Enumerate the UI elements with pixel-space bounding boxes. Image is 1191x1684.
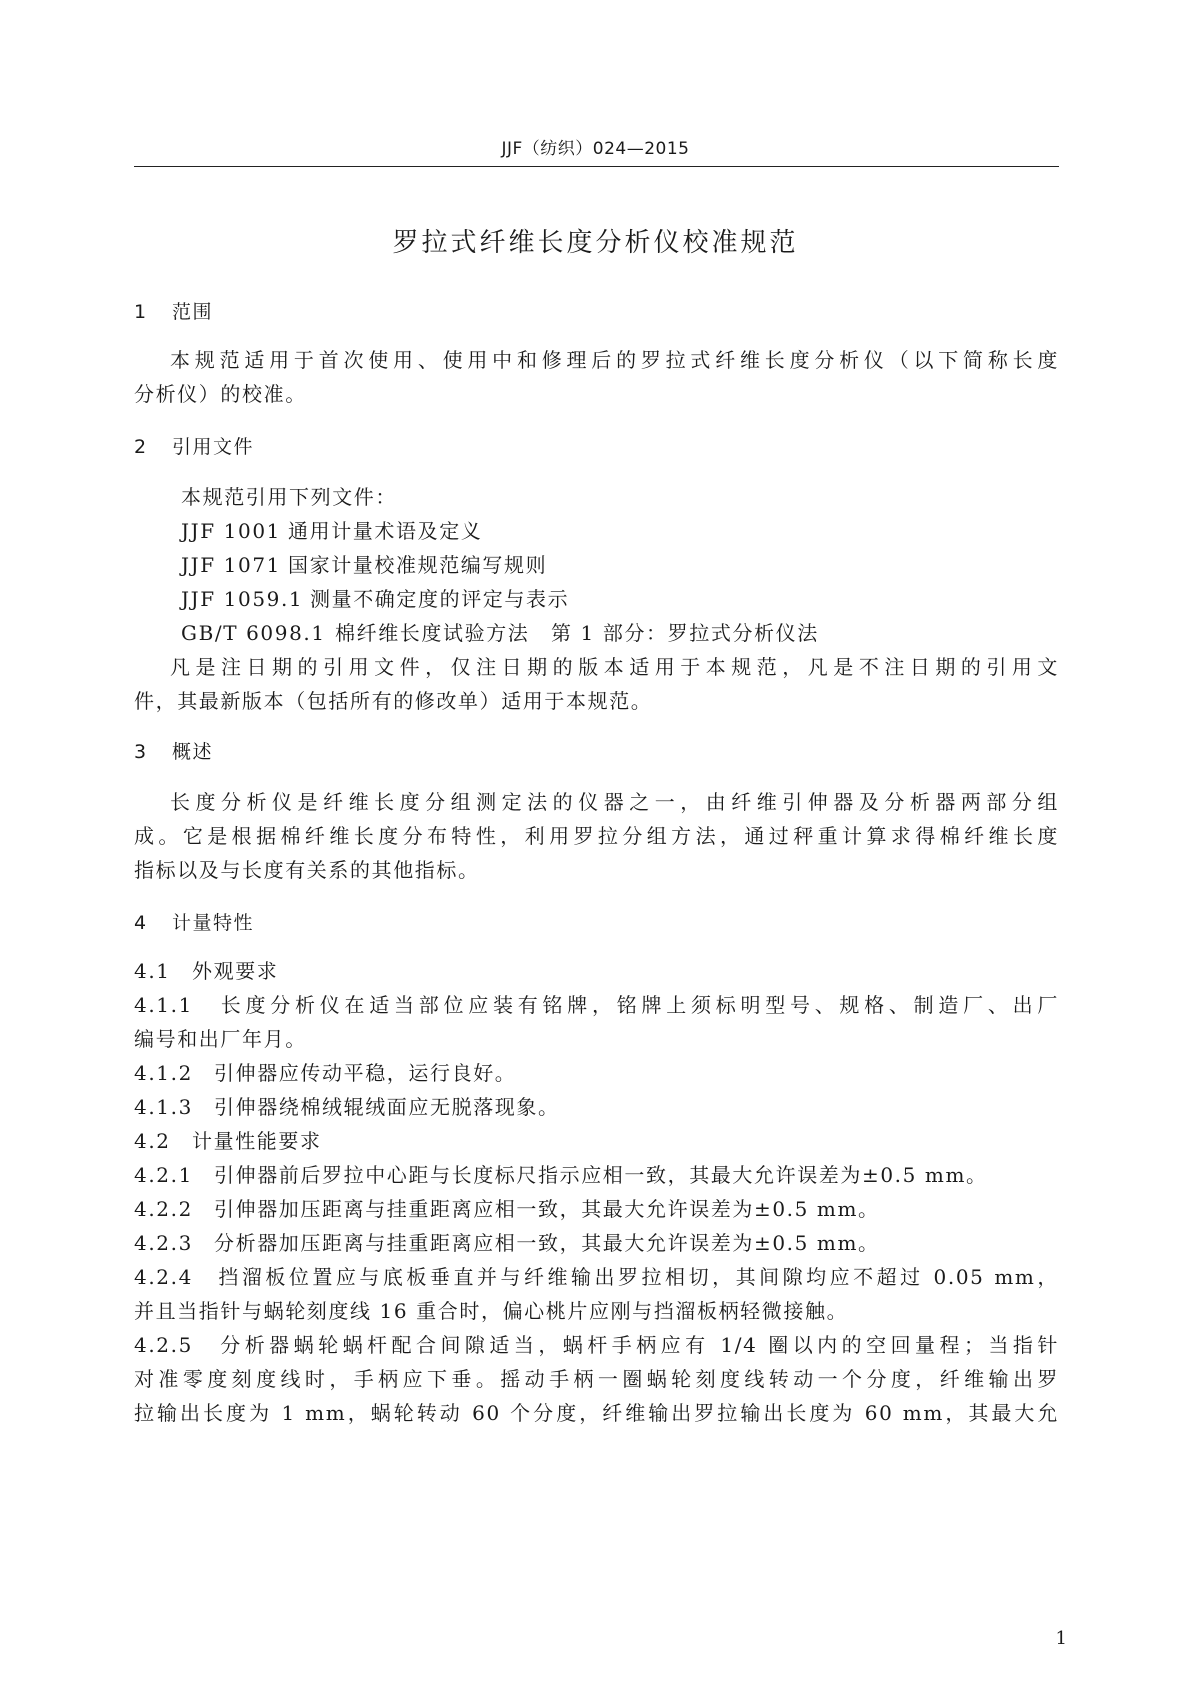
clause-text: 计量性能要求 <box>192 1129 322 1153</box>
clause-number: 4.1.1 <box>134 993 193 1017</box>
clause-text: 引伸器绕棉绒辊绒面应无脱落现象。 <box>214 1095 560 1119</box>
page-title: 罗拉式纤维长度分析仪校准规范 <box>392 228 799 258</box>
section-number: 4 <box>134 912 148 934</box>
clause-number: 4.1.2 <box>134 1061 193 1085</box>
clause-text: 引伸器前后罗拉中心距与长度标尺指示应相一致，其最大允许误差为±0.5 mm。 <box>214 1163 988 1187</box>
reference-code: JJF 1071 <box>181 553 281 577</box>
paragraph-line: 长度分析仪是纤维长度分组测定法的仪器之一，由纤维引伸器及分析器两部分组 <box>170 790 1059 814</box>
paragraph-line: 分析仪）的校准。 <box>134 382 307 406</box>
section-2-heading <box>134 432 254 459</box>
reference-name: 通用计量术语及定义 <box>288 519 483 543</box>
paragraph-line: 凡是注日期的引用文件，仅注日期的版本适用于本规范，凡是不注日期的引用文 <box>170 655 1059 679</box>
paragraph-line: 件，其最新版本（包括所有的修改单）适用于本规范。 <box>134 689 653 713</box>
clause-text: 长度分析仪在适当部位应装有铭牌，铭牌上须标明型号、规格、制造厂、出厂 <box>220 993 1059 1017</box>
reference-name: 棉纤维长度试验方法 第 1 部分：罗拉式分析仪法 <box>335 621 819 645</box>
section-1-heading <box>134 297 213 324</box>
paragraph-line: 对准零度刻度线时，手柄应下垂。摇动手柄一圈蜗轮刻度线转动一个分度，纤维输出罗 <box>134 1367 1059 1391</box>
section-title: 计量特性 <box>172 912 255 934</box>
section-number: 1 <box>134 301 148 323</box>
section-title: 范围 <box>172 301 214 323</box>
clause-number: 4.1 <box>134 959 171 983</box>
reference-name: 测量不确定度的评定与表示 <box>310 587 570 611</box>
page-number: 1 <box>1055 1628 1067 1649</box>
paragraph-line: 成。它是根据棉纤维长度分布特性，利用罗拉分组方法，通过秤重计算求得棉纤维长度 <box>134 824 1059 848</box>
paragraph-line: 本规范适用于首次使用、使用中和修理后的罗拉式纤维长度分析仪（以下简称长度 <box>170 348 1059 372</box>
clause-number: 4.2.3 <box>134 1231 193 1255</box>
section-number: 3 <box>134 741 148 763</box>
running-header: JJF（纺织）024—2015 <box>501 139 690 159</box>
clause-4-2-4 <box>134 1261 1059 1290</box>
clause-text: 挡溜板位置应与底板垂直并与纤维输出罗拉相切，其间隙均应不超过 0.05 mm， <box>218 1265 1060 1289</box>
clause-4-2 <box>134 1125 322 1154</box>
clause-text: 引伸器加压距离与挂重距离应相一致，其最大允许误差为±0.5 mm。 <box>214 1197 880 1221</box>
reference-item <box>181 583 569 612</box>
clause-number: 4.2.1 <box>134 1163 193 1187</box>
section-title: 引用文件 <box>172 436 255 458</box>
header-rule <box>134 166 1059 167</box>
reference-name: 国家计量校准规范编写规则 <box>288 553 548 577</box>
clause-4-1 <box>134 955 278 984</box>
reference-item <box>181 515 482 544</box>
clause-text: 引伸器应传动平稳，运行良好。 <box>214 1061 517 1085</box>
clause-4-2-1 <box>134 1159 988 1188</box>
clause-number: 4.2.5 <box>134 1333 193 1357</box>
reference-code: JJF 1059.1 <box>181 587 304 611</box>
reference-code: JJF 1001 <box>181 519 281 543</box>
clause-number: 4.2.2 <box>134 1197 193 1221</box>
clause-text: 分析器蜗轮蜗杆配合间隙适当，蜗杆手柄应有 1/4 圈以内的空回量程；当指针 <box>220 1333 1059 1357</box>
paragraph-line: 本规范引用下列文件： <box>181 485 397 509</box>
clause-4-1-1 <box>134 989 1059 1018</box>
clause-4-2-5 <box>134 1329 1059 1358</box>
section-3-heading <box>134 737 213 764</box>
paragraph-line: 并且当指针与蜗轮刻度线 16 重合时，偏心桃片应刚与挡溜板柄轻微接触。 <box>134 1299 849 1323</box>
section-title: 概述 <box>172 741 214 763</box>
clause-4-2-3 <box>134 1227 880 1256</box>
reference-item <box>181 617 819 646</box>
paragraph-line: 指标以及与长度有关系的其他指标。 <box>134 858 480 882</box>
clause-text: 外观要求 <box>192 959 279 983</box>
clause-text: 分析器加压距离与挂重距离应相一致，其最大允许误差为±0.5 mm。 <box>214 1231 880 1255</box>
clause-4-1-3 <box>134 1091 560 1120</box>
paragraph-line: 拉输出长度为 1 mm，蜗轮转动 60 个分度，纤维输出罗拉输出长度为 60 mm，其最大允 <box>134 1401 1059 1425</box>
clause-number: 4.1.3 <box>134 1095 193 1119</box>
section-4-heading <box>134 908 254 935</box>
paragraph-line: 编号和出厂年月。 <box>134 1027 307 1051</box>
reference-item <box>181 549 547 578</box>
clause-4-1-2 <box>134 1057 516 1086</box>
clause-number: 4.2 <box>134 1129 171 1153</box>
section-number: 2 <box>134 436 148 458</box>
clause-4-2-2 <box>134 1193 880 1222</box>
reference-code: GB/T 6098.1 <box>181 621 326 645</box>
clause-number: 4.2.4 <box>134 1265 193 1289</box>
